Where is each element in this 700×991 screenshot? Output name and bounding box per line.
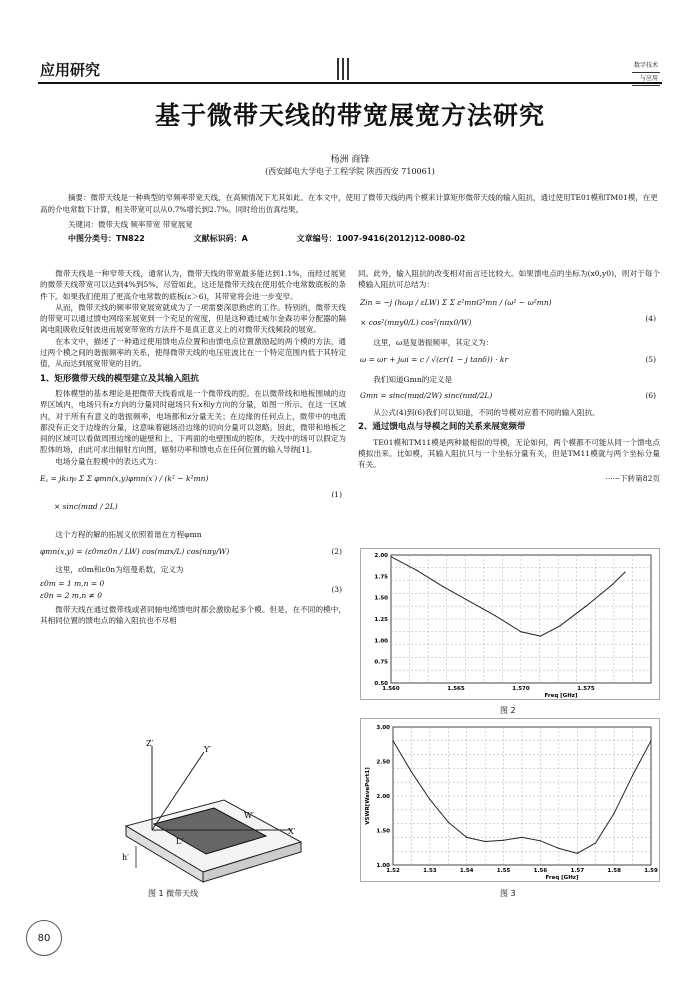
data-point xyxy=(416,570,417,571)
data-point xyxy=(577,853,578,854)
paragraph: 这里，ε0m和ε0n为纽曼系数，定义为 xyxy=(55,565,184,575)
x-label: X′ xyxy=(288,827,296,836)
y-tick-label: 1.25 xyxy=(374,617,388,623)
continued-note: ······下转第82页 xyxy=(605,473,660,483)
paragraph: 微带天线是一种窄带天线，通常认为，微带天线的带宽最多能达到1.1%，而经过展宽的微带天线带宽可以达到4%到5%。尽管如此，这还是微带天线在使用低介电常数底板的条件下。如果我们使用了更高介电常数的底板(ε＞6)，其带宽将会进一步变窄。 xyxy=(40,269,346,301)
x-tick-label: 1.55 xyxy=(496,868,511,874)
paragraph: 电场分量在腔模中的表达式为： xyxy=(55,456,162,466)
x-axis-label: Freq [GHz] xyxy=(545,875,579,881)
left-column xyxy=(40,268,346,626)
y-axis-label: VSWR[WavePort1] xyxy=(365,767,371,825)
x-tick-label: 1.52 xyxy=(386,868,400,874)
l-label: L′ xyxy=(176,837,184,846)
equation-number: (3) xyxy=(331,584,342,594)
y-tick-label: 2.00 xyxy=(376,794,390,800)
equation-3 xyxy=(40,576,346,604)
figure-3-caption: 图 3 xyxy=(500,889,516,898)
y-tick-label: 1.00 xyxy=(374,638,388,645)
abstract: 摘要：微带天线是一种典型的窄频率带宽天线，在高频情况下尤其如此。在本文中，使用了微带天线的两个模来计算矩形微带天线的输入阻抗，通过使用TE01模和TM01模，在更高的介电常数下计算，相关带宽可以从0.7%增长到2.7%。同时给出仿真结果。 xyxy=(40,193,658,214)
equation-line: Gmn = sinc(mπd/2W) sinc(nπd/2L) xyxy=(360,391,493,401)
data-point xyxy=(624,571,625,572)
document-code: 文献标识码：A xyxy=(193,234,248,243)
figure-2-chart xyxy=(360,548,660,700)
data-point xyxy=(442,586,443,587)
keywords: 关键词：微带天线 频率带宽 带宽展宽 xyxy=(68,220,193,229)
x-tick-label: 1.59 xyxy=(644,868,658,874)
x-tick-label: 1.560 xyxy=(382,686,400,692)
x-tick-label: 1.53 xyxy=(423,868,437,874)
equation-line: Zin = −j (hωμ / εLW) Σ Σ ε²mnG²mn / (ω² − ω²mn) xyxy=(360,297,552,307)
y-tick-label: 1.00 xyxy=(376,863,390,869)
classification-meta xyxy=(68,233,511,244)
paragraph: 微带天线在通过微带线或者同轴电缆馈电时都会激励起多个模。但是，在不同的模中，其相同位置的馈电点的输入阻抗也不尽相 xyxy=(40,604,346,625)
data-point xyxy=(585,606,586,607)
x-tick-label: 1.57 xyxy=(570,868,585,874)
paragraph: 在本文中，描述了一种通过使用馈电点位置和由馈电点位置激励起的两个模的方法，通过两个模之间的谐振频率的关系，使得微带天线的电压驻波比在一个特定范围内低于其特定值，从而达到展宽带宽的目的。 xyxy=(40,336,346,369)
data-point xyxy=(559,625,560,626)
data-point xyxy=(466,837,467,838)
equation-line: × cos²(mπy0/L) cos²(nπx0/W) xyxy=(360,317,472,327)
header-rule xyxy=(38,82,662,84)
x-tick-label: 1.575 xyxy=(577,686,595,692)
equation-line: E꜀ = jk₁η₀ Σ Σ φmn(x,y)φmn(x′) / (k² − k²mn) xyxy=(40,474,209,484)
article-number: 文章编号：1007-9416(2012)12-0080-02 xyxy=(296,234,466,243)
data-point xyxy=(503,840,504,841)
equation-number: (1) xyxy=(331,490,342,500)
data-point xyxy=(611,584,612,585)
x-axis-label: Freq [GHz] xyxy=(544,693,578,699)
y-tick-label: 0.50 xyxy=(374,681,388,687)
figure-2-caption: 图 2 xyxy=(500,706,516,715)
h-label: h′ xyxy=(122,853,129,862)
authors: 杨洲 商锋 xyxy=(330,155,370,165)
y-tick-label: 1.50 xyxy=(376,828,390,835)
figure-1-diagram xyxy=(96,738,306,888)
data-point xyxy=(390,556,391,557)
equation-line: ε0n = 2 m,n ≠ 0 xyxy=(40,590,102,600)
data-point xyxy=(448,822,449,823)
section-heading: 1、矩形微带天线的模型建立及其输入阻抗 xyxy=(40,373,199,384)
data-point xyxy=(614,813,615,814)
y-tick-label: 1.50 xyxy=(374,595,388,602)
equation-line: × sinc(mπd / 2L) xyxy=(54,502,118,512)
figure-1-caption: 图 1 微带天线 xyxy=(148,889,199,898)
data-point xyxy=(521,837,522,838)
data-point xyxy=(540,635,541,636)
x-tick-label: 1.570 xyxy=(512,686,530,692)
section-label: 应用研究 xyxy=(40,61,101,79)
x-tick-label: 1.56 xyxy=(533,868,548,874)
paragraph: 同。此外，输入阻抗的改变相对而言还比较大。如果馈电点的坐标为(x0,y0)，则对于每个模输入阻抗可总结为： xyxy=(358,269,660,290)
data-point xyxy=(650,740,651,741)
y-tick-label: 2.00 xyxy=(374,553,388,559)
equation-5 xyxy=(358,348,660,374)
paragraph: 这里，ω是复谐振频率，其定义为： xyxy=(373,337,494,347)
data-point xyxy=(494,615,495,616)
z-label: Z′ xyxy=(146,739,154,748)
section-heading: 2、通过馈电点与导模之间的关系来展宽频带 xyxy=(358,422,526,433)
x-tick-label: 1.54 xyxy=(459,868,474,874)
equation-number: (2) xyxy=(331,547,342,557)
paragraph: TE01模和TM11模是两种最相似的导模，无论如何，两个模都不可能从同一个馈电点模拟出来。比如模，其输入阻抗只与一个坐标分量有关，但是TM11模就与两个坐标分量有关。 xyxy=(358,437,660,470)
data-point xyxy=(468,600,469,601)
y-tick-label: 3.00 xyxy=(376,725,390,731)
clc-number: 中图分类号：TN822 xyxy=(68,234,145,243)
x-tick-label: 1.58 xyxy=(607,868,621,874)
y-tick-label: 1.75 xyxy=(374,574,388,581)
equation-number: (4) xyxy=(645,313,656,323)
y-tick-label: 2.50 xyxy=(376,759,390,766)
equation-line: ε0m = 1 m,n = 0 xyxy=(40,578,105,588)
paragraph: 从公式(4)到(6)我们可以知道，不同的导模对应着不同的输入阻抗。 xyxy=(373,408,600,418)
right-column xyxy=(358,268,660,484)
data-point xyxy=(392,740,393,741)
paragraph: 从而，微带天线的频率带宽展宽就成为了一项需要深思熟虑的工作。特别的，微带天线的带宽可以通过馈电网络来展宽到一个充足的宽度，但是这种通过威尔金森功率分配器的隔离电阻吸收反射波进而展宽带宽的方法并不是真正意义上的对微带天线频段的展宽。 xyxy=(40,302,346,335)
equation-4 xyxy=(358,291,660,337)
paragraph: 腔体模型的基本理论是把微带天线看成是一个微带线的腔。在以微带线和地板围城的边界区域内，电场只有z方向的分量同时磁场只有x和y方向的分量，如图一所示。在这一区域内，对于所有有意义的谐振频率，电场都和z分量无关；在边缘的任何点上，微带中的电流都没有正交于边缘的分量，这意味着磁场沿边缘的切向分量可以忽略。因此，微带和地板之间的区域可以看做周围边缘的磁壁和上、下两面的电壁围成的腔体，天线中的场可以假定为腔体的场，由此可求出辐射方向图，辐射功率和馈电点在任何位置的输入导纳[1]。 xyxy=(40,388,346,455)
data-point xyxy=(485,841,486,842)
data-point xyxy=(595,842,596,843)
brand-bottom: 与应用 xyxy=(632,73,660,86)
y-tick-label: 0.75 xyxy=(374,659,388,666)
page-number: 80 xyxy=(26,920,62,956)
data-point xyxy=(429,799,430,800)
data-point xyxy=(558,848,559,849)
equation-number: (5) xyxy=(645,354,656,364)
equation-line: φmn(x,y) = (ε0mε0n / LW) cos(mπx/L) cos(nπy/W) xyxy=(40,547,230,557)
brand-top: 数字技术 xyxy=(632,60,660,73)
equation-2 xyxy=(40,540,346,564)
data-point xyxy=(411,771,412,772)
equation-1 xyxy=(40,467,346,529)
paragraph: 我们知道Gmn的定义是 xyxy=(373,374,453,384)
data-point xyxy=(520,631,521,632)
paragraph: 这个方程的解的拓展义依照着谐在方程φmn xyxy=(55,530,202,540)
affiliation: (西安邮电大学电子工程学院 陕西西安 710061) xyxy=(265,167,435,176)
y-label: Y′ xyxy=(204,745,212,754)
w-label: W′ xyxy=(244,811,255,820)
paper-title: 基于微带天线的带宽展宽方法研究 xyxy=(154,101,545,130)
header-decoration xyxy=(337,58,352,84)
x-tick-label: 1.565 xyxy=(447,686,465,692)
figure-3-chart xyxy=(360,718,660,882)
data-point xyxy=(540,840,541,841)
equation-6 xyxy=(358,385,660,407)
data-point xyxy=(632,775,633,776)
equation-number: (6) xyxy=(645,391,656,401)
equation-line: ω = ωr + jωi = c / √(εr(1 − j tanδ)) · kr xyxy=(360,354,509,364)
